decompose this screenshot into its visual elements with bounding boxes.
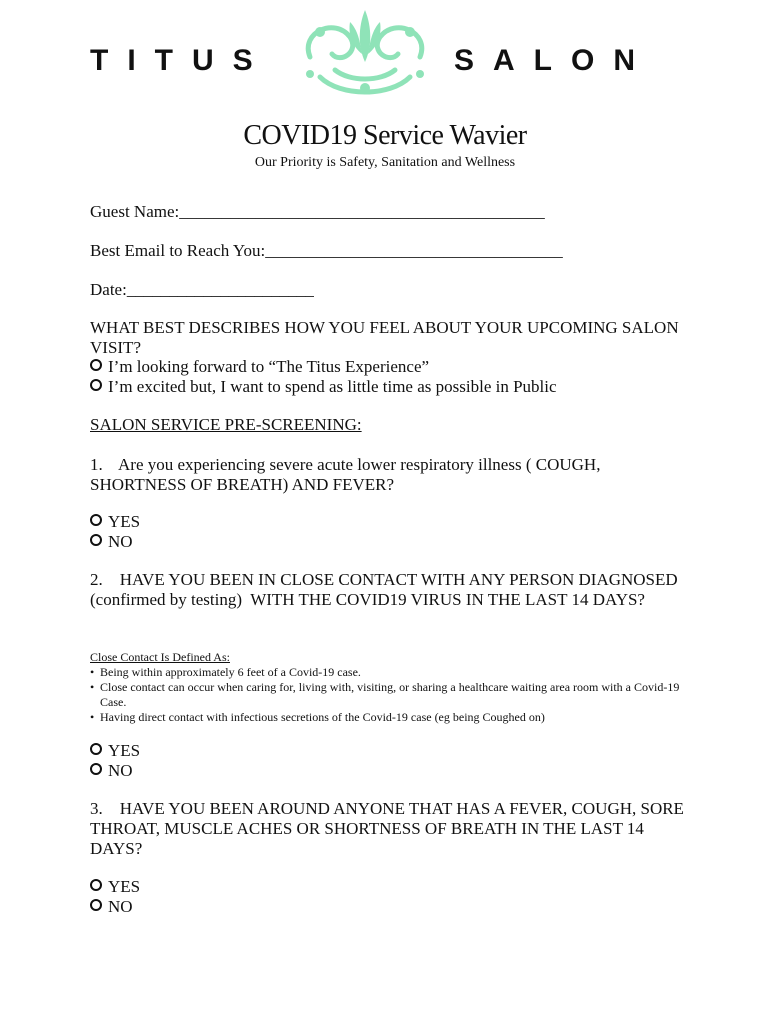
radio-circle-icon[interactable]: [90, 379, 102, 391]
q2-yes-label: YES: [108, 741, 141, 760]
feel-question-heading: WHAT BEST DESCRIBES HOW YOU FEEL ABOUT YOUR UPCOMING SALON VISIT?: [90, 318, 679, 357]
q3-yes-option[interactable]: [90, 877, 140, 897]
q1-no-option[interactable]: [90, 532, 133, 552]
brand-left: TITUS: [90, 44, 272, 77]
question-1-text: Are you experiencing severe acute lower respiratory illness ( COUGH, SHORTNESS OF BREATH) AND FEVER?: [90, 455, 601, 494]
definition-heading: Close Contact Is Defined As:: [90, 650, 230, 664]
definition-list: [90, 665, 690, 725]
q2-no-option[interactable]: [90, 761, 133, 781]
question-3-text: 3. HAVE YOU BEEN AROUND ANYONE THAT HAS A FEVER, COUGH, SORE THROAT, MUSCLE ACHES OR SHORTNESS OF BREATH IN THE LAST 14 DAYS?: [90, 799, 688, 858]
definition-bullet: • Being within approximately 6 feet of a Covid-19 case.: [100, 665, 690, 680]
q3-no-option[interactable]: [90, 897, 133, 917]
close-contact-definition: [90, 650, 690, 725]
q1-no-label: NO: [108, 532, 133, 551]
prescreen-heading: SALON SERVICE PRE-SCREENING:: [90, 415, 362, 434]
feel-option-2[interactable]: [90, 377, 557, 397]
q2-yes-option[interactable]: [90, 741, 140, 761]
q2-no-label: NO: [108, 761, 133, 780]
brand-right: SALON: [454, 44, 654, 77]
definition-bullet: • Having direct contact with infectious secretions of the Covid-19 case (eg being Coughed on): [100, 710, 690, 725]
page-title: COVID19 Service Wavier: [243, 120, 527, 151]
radio-circle-icon[interactable]: [90, 899, 102, 911]
radio-circle-icon[interactable]: [90, 359, 102, 371]
definition-bullet: • Close contact can occur when caring for, living with, visiting, or sharing a healthcare waiting area room with a Covid-19 Case.: [100, 680, 690, 710]
guest-name-field[interactable]: Guest Name:___________________________________________: [90, 202, 545, 221]
email-field[interactable]: Best Email to Reach You:___________________________________: [90, 241, 563, 260]
floral-logo-icon: [290, 2, 440, 98]
q3-no-label: NO: [108, 897, 133, 916]
question-1: [90, 455, 610, 495]
date-field[interactable]: Date:______________________: [90, 280, 314, 299]
radio-circle-icon[interactable]: [90, 514, 102, 526]
feel-option-1-label: I’m looking forward to “The Titus Experience”: [108, 357, 430, 376]
question-2-text: 2. HAVE YOU BEEN IN CLOSE CONTACT WITH ANY PERSON DIAGNOSED (confirmed by testing) WITH THE COVID19 VIRUS IN THE LAST 14 DAYS?: [90, 570, 682, 609]
page-subtitle: Our Priority is Safety, Sanitation and Wellness: [254, 155, 516, 170]
radio-circle-icon[interactable]: [90, 879, 102, 891]
feel-option-2-label: I’m excited but, I want to spend as little time as possible in Public: [108, 377, 557, 396]
radio-circle-icon[interactable]: [90, 743, 102, 755]
feel-option-1[interactable]: [90, 357, 429, 377]
q1-yes-label: YES: [108, 512, 141, 531]
q3-yes-label: YES: [108, 877, 141, 896]
question-1-number: 1.: [90, 455, 103, 474]
radio-circle-icon[interactable]: [90, 763, 102, 775]
q1-yes-option[interactable]: [90, 512, 140, 532]
radio-circle-icon[interactable]: [90, 534, 102, 546]
